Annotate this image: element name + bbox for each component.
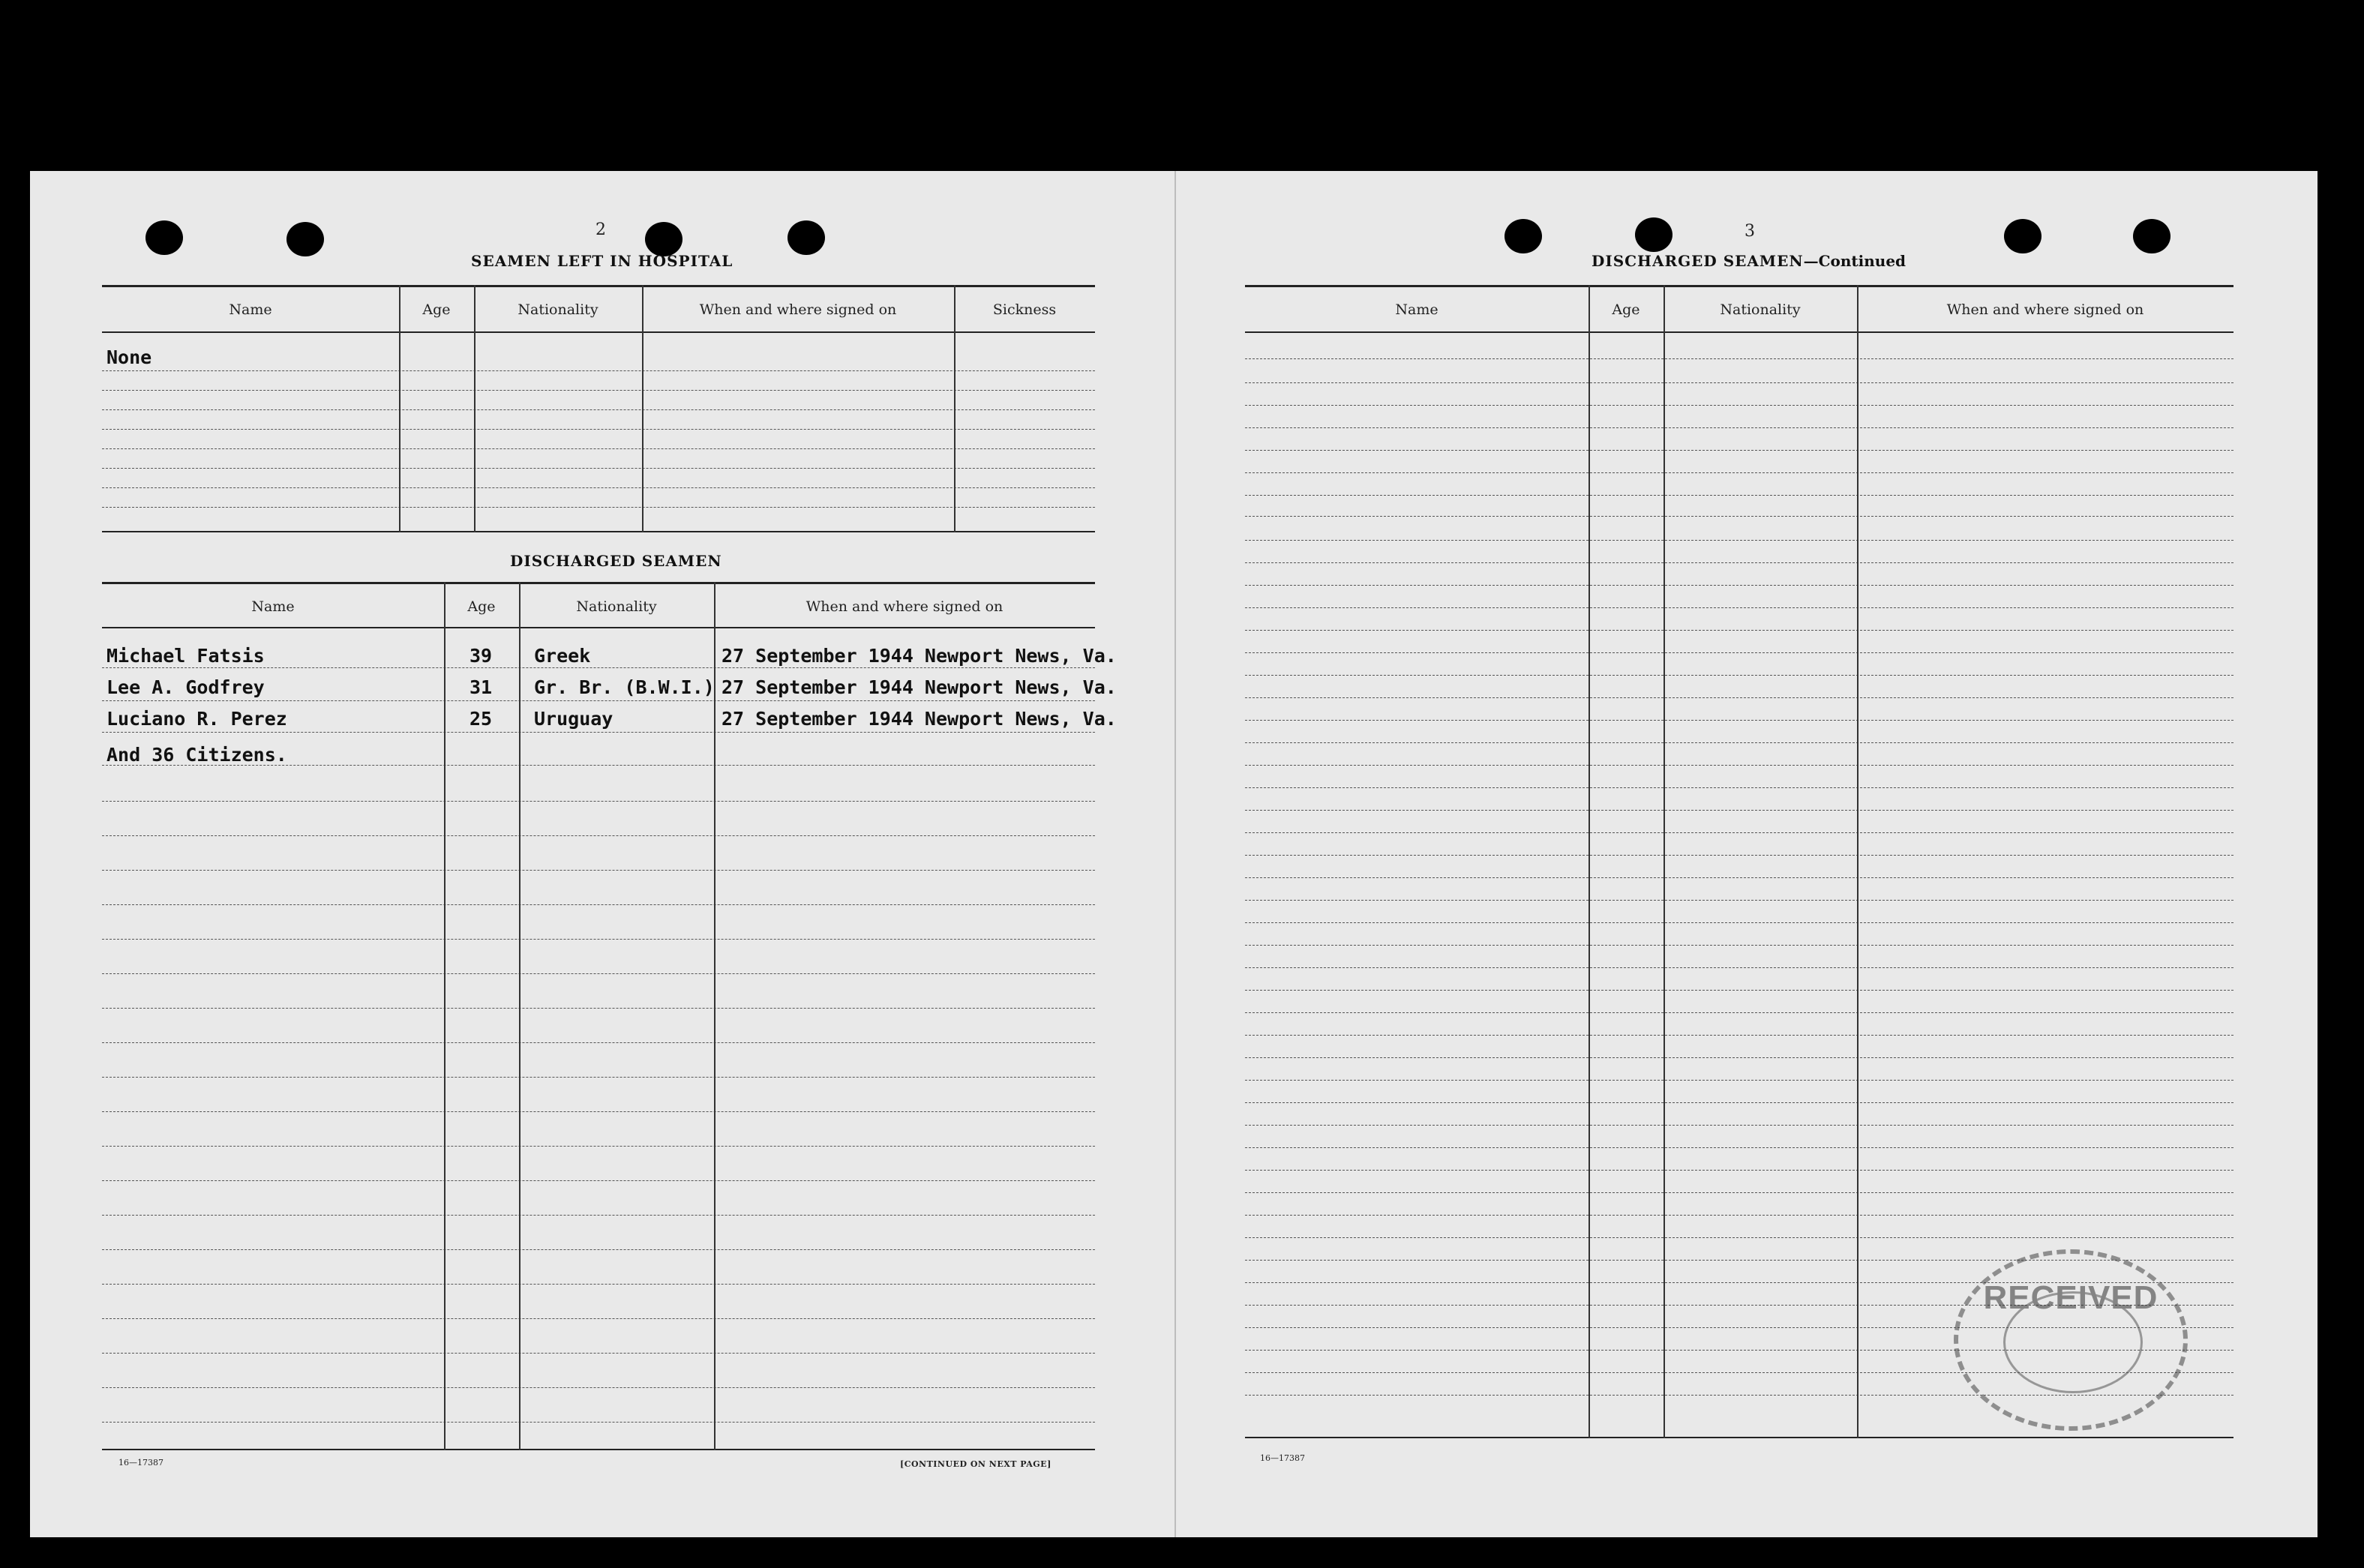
seaman-age: 39 bbox=[470, 645, 493, 667]
punch-hole bbox=[1504, 219, 1542, 253]
punch-hole bbox=[788, 220, 825, 255]
section-title: DISCHARGED SEAMEN bbox=[1592, 252, 1804, 270]
punch-hole bbox=[146, 220, 183, 255]
seaman-signed-on: 27 September 1944 Newport News, Va. bbox=[722, 645, 1117, 667]
stamp-text: RECEIVED bbox=[1983, 1279, 2158, 1316]
header-name: Name bbox=[1395, 301, 1438, 318]
seaman-name: Luciano R. Perez bbox=[106, 708, 287, 730]
section-title-hospital: SEAMEN LEFT IN HOSPITAL bbox=[471, 252, 734, 270]
header-age: Age bbox=[422, 301, 451, 318]
right-page bbox=[1174, 171, 2318, 1537]
punch-hole bbox=[1635, 217, 1672, 252]
header-name: Name bbox=[251, 598, 295, 615]
seaman-age: 25 bbox=[470, 708, 493, 730]
header-nationality: Nationality bbox=[1720, 301, 1801, 318]
seaman-signed-on: 27 September 1944 Newport News, Va. bbox=[722, 676, 1117, 698]
discharged-table bbox=[102, 582, 1117, 1452]
seaman-nationality: Uruguay bbox=[534, 708, 614, 730]
page-number: 2 bbox=[596, 220, 606, 239]
seaman-name: Lee A. Godfrey bbox=[106, 676, 265, 698]
received-stamp bbox=[1954, 1249, 2188, 1431]
seaman-name: Michael Fatsis bbox=[106, 645, 265, 667]
header-signed-on: When and where signed on bbox=[1946, 301, 2144, 318]
seaman-age: 31 bbox=[470, 676, 493, 698]
punch-hole bbox=[2004, 219, 2042, 253]
page-number: 3 bbox=[1744, 222, 1755, 241]
punch-hole bbox=[286, 222, 324, 256]
seaman-signed-on: 27 September 1944 Newport News, Va. bbox=[722, 708, 1117, 730]
section-title-discharged: DISCHARGED SEAMEN bbox=[510, 552, 722, 570]
seaman-summary: And 36 Citizens. bbox=[106, 744, 287, 766]
header-name: Name bbox=[229, 301, 272, 318]
continued-note: [CONTINUED ON NEXT PAGE] bbox=[900, 1459, 1052, 1469]
header-age: Age bbox=[467, 598, 496, 615]
header-sickness: Sickness bbox=[992, 301, 1057, 318]
form-number: 16—17387 bbox=[118, 1458, 164, 1468]
punch-hole bbox=[2133, 219, 2170, 253]
hospital-row-name: None bbox=[106, 346, 152, 368]
header-signed-on: When and where signed on bbox=[699, 301, 897, 318]
left-page bbox=[30, 171, 1174, 1537]
section-title-continued: —Continued bbox=[1803, 252, 1906, 270]
header-signed-on: When and where signed on bbox=[806, 598, 1004, 615]
hospital-table bbox=[102, 285, 1095, 532]
seaman-nationality: Gr. Br. (B.W.I.) bbox=[534, 676, 715, 698]
header-nationality: Nationality bbox=[576, 598, 657, 615]
section-title-discharged-continued bbox=[1592, 252, 1906, 270]
seaman-nationality: Greek bbox=[534, 645, 591, 667]
header-age: Age bbox=[1612, 301, 1640, 318]
header-nationality: Nationality bbox=[518, 301, 598, 318]
form-number: 16—17387 bbox=[1260, 1453, 1305, 1463]
